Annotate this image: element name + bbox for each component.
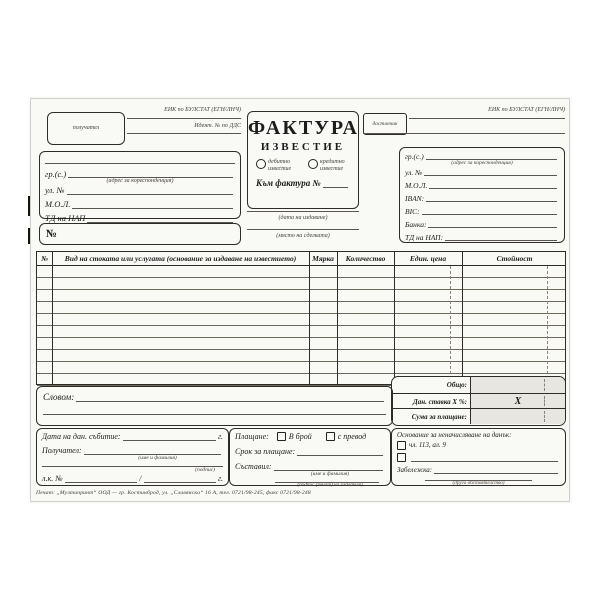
supplier-address-box [399, 147, 565, 243]
col-unit: Мярка [312, 254, 334, 263]
note-label: Забележка: [397, 466, 433, 474]
bic-label: BIC: [405, 206, 420, 216]
due-date-line [297, 447, 383, 456]
art113-label: чл. 113, ал. 9 [409, 441, 446, 449]
composer-row [235, 462, 385, 471]
table-row [37, 314, 565, 326]
amount-due-value [470, 409, 565, 424]
payment-label: Плащане: [235, 431, 269, 441]
recipient-mol-row [45, 200, 235, 209]
amount-due-label: Сума за плащане: [411, 413, 467, 422]
credit-label: кредитно известие [320, 159, 345, 172]
composer-label: Съставил: [235, 462, 272, 471]
totals-box [391, 376, 566, 426]
recipient-name-line [45, 156, 235, 164]
tax-rate-label: Дан. ставка X %: [412, 397, 467, 406]
recipient-ids [127, 107, 241, 134]
supplier-nap-row [405, 232, 559, 241]
street-label: ул. № [45, 185, 65, 196]
stotinki-divider [450, 266, 451, 384]
bank-line [428, 219, 557, 228]
payment-box [229, 428, 391, 489]
debit-label: дебитно известие [268, 159, 292, 172]
supplier-ids [409, 107, 565, 119]
amount-words-box [36, 386, 393, 426]
tax-event-date-line [123, 432, 216, 441]
tax-exemption-box [391, 428, 566, 486]
debit-radio-icon [256, 159, 266, 169]
table-column-divider [52, 252, 53, 384]
stotinki-divider [547, 266, 548, 384]
year-suffix: г. [217, 474, 223, 484]
printer-footer: Печат: „Мултипринт“ ООД — гр. Костинброд, ул. „Славянска“ 16 А, тел. 0721/98-245, факс 0721/98-248 [36, 490, 311, 496]
col-value: Стойност [496, 254, 533, 263]
supplier-street-row [405, 167, 559, 176]
street-line [424, 167, 557, 176]
issuer-signature-caption: (подпис (печат) на издателя) [297, 482, 363, 489]
invoice-form [30, 98, 570, 502]
issue-date-line [247, 211, 359, 212]
credit-radio-icon [308, 159, 318, 169]
to-invoice-row [248, 179, 358, 188]
bank-label: Банка: [405, 219, 427, 229]
supplier-eik-line [409, 114, 565, 119]
table-column-divider [309, 252, 310, 384]
tax-event-date-label: Дата на дан. събитие: [42, 432, 121, 441]
total-row [392, 377, 565, 393]
iban-label: IBAN: [405, 193, 425, 203]
amount-words-line1 [76, 393, 384, 402]
cash-option-label: В брой [288, 431, 312, 441]
tax-rate-row [392, 393, 565, 409]
issue-date-caption: (дата на издаване) [278, 215, 328, 221]
due-date-label: Срок за плащане: [235, 447, 296, 456]
exemption-option2-row [397, 453, 560, 462]
id-date-line [144, 474, 216, 483]
street-line [67, 186, 233, 195]
city-line [426, 151, 557, 160]
table-column-divider [394, 252, 395, 384]
vat-caption: Идент. № по ДДС [194, 122, 241, 129]
col-number: № [41, 254, 48, 263]
supplier-label-box [363, 113, 407, 135]
other-checkbox-icon [397, 453, 406, 462]
bic-line [422, 206, 557, 215]
recipient-city-row [45, 169, 235, 178]
table-row [37, 362, 565, 374]
street-label: ул. № [405, 167, 423, 177]
supplier-city-row [405, 151, 559, 160]
table-row [37, 326, 565, 338]
deal-place-line [247, 229, 359, 230]
receiver-label: Получател: [42, 446, 82, 455]
exemption-title: Основание за неначисляване на данък: [397, 431, 512, 439]
city-label: гр.(с.) [405, 151, 424, 161]
supplier-bank-row [405, 219, 559, 228]
mol-line [429, 180, 557, 189]
recipient-label-box [47, 112, 125, 145]
eik-caption: ЕИК по БУЛСТАТ (ЕГН/ЛНЧ) [164, 107, 241, 113]
id-card-line [65, 474, 137, 483]
city-label: гр.(с.) [45, 168, 67, 179]
transfer-checkbox-icon [326, 432, 335, 441]
table-row [37, 290, 565, 302]
eik-line [127, 114, 241, 119]
table-column-divider [462, 252, 463, 384]
supplier-eik-caption: ЕИК по БУЛСТАТ (ЕГН/ЛНЧ) [488, 107, 565, 113]
receiver-name-line [84, 446, 221, 455]
table-row [37, 266, 565, 278]
nap-line [87, 214, 233, 223]
recipient-address-box [39, 151, 241, 224]
supplier-iban-row [405, 193, 559, 202]
deal-place-caption: (място на сделката) [276, 233, 330, 239]
nap-line [445, 232, 557, 241]
nap-label: ТД на НАП: [405, 232, 444, 242]
supplier-extra-line [363, 133, 565, 134]
transfer-option-label: с превод [337, 431, 367, 441]
tax-rate-value: X [470, 394, 565, 409]
id-card-label: л.к. № [42, 474, 63, 484]
supplier-mol-row [405, 180, 559, 189]
amount-words-line2 [43, 402, 386, 415]
cash-checkbox-icon [277, 432, 286, 441]
id-card-row [42, 474, 223, 483]
table-row [37, 302, 565, 314]
mol-label: М.О.Л. [45, 199, 71, 210]
amount-words-row [43, 393, 386, 402]
total-value [470, 377, 565, 393]
year-suffix: г. [217, 432, 223, 441]
amount-due-row [392, 408, 565, 424]
table-row [37, 278, 565, 290]
to-invoice-line [323, 179, 348, 188]
col-description: Вид на стоката или услугата (основание за издаване на известието) [64, 254, 297, 263]
recipient-label: получател [72, 125, 100, 132]
iban-line [426, 193, 557, 202]
slash: / [139, 474, 142, 484]
number-label: № [46, 228, 58, 240]
notice-type-radios [248, 153, 358, 172]
recipient-nap-row [45, 214, 235, 223]
city-line [68, 169, 233, 178]
col-unit-price: Един. цена [409, 254, 447, 263]
note-line [434, 465, 558, 474]
to-invoice-label: Към фактура № [256, 178, 321, 189]
art113-checkbox-icon [397, 441, 406, 450]
due-date-row [235, 447, 385, 456]
supplier-label: доставчик [372, 120, 398, 127]
nap-label: ТД на НАП [45, 213, 86, 224]
debit-option [256, 159, 298, 172]
form-subtitle: ИЗВЕСТИЕ [260, 141, 346, 153]
table-header [37, 252, 565, 266]
items-table [36, 251, 566, 385]
other-reason-line [411, 453, 558, 462]
table-body [37, 266, 565, 386]
title-box [247, 111, 359, 209]
payment-row [235, 432, 385, 441]
other-circumstance-caption: (друго обстоятелство) [452, 480, 505, 486]
total-label: Общо: [446, 381, 467, 389]
note-row [397, 465, 560, 474]
address-caption: (адрес за кореспонденция) [106, 178, 174, 184]
amount-words-label: Словом: [43, 392, 75, 402]
invoice-number-box [39, 223, 241, 245]
mol-line [72, 200, 233, 209]
composer-line [274, 462, 383, 471]
supplier-bic-row [405, 206, 559, 215]
exemption-option1-row [397, 441, 560, 450]
form-title: ФАКТУРА [248, 117, 359, 139]
signature-caption: (подпис) [195, 467, 215, 474]
vat-line [127, 129, 241, 134]
receiver-box [36, 428, 229, 486]
col-quantity: Количество [345, 254, 386, 263]
name-caption: (име и фамилия) [138, 455, 177, 461]
mol-label: М.О.Л. [405, 180, 428, 190]
table-row [37, 350, 565, 362]
table-column-divider [337, 252, 338, 384]
tax-event-date-row [42, 432, 223, 441]
address-caption: (адрес за кореспонденция) [451, 160, 513, 166]
receiver-name-row [42, 446, 223, 455]
name-caption: (име и фамилия) [310, 471, 350, 477]
recipient-street-row [45, 186, 235, 195]
table-row [37, 338, 565, 350]
credit-option [308, 159, 352, 172]
